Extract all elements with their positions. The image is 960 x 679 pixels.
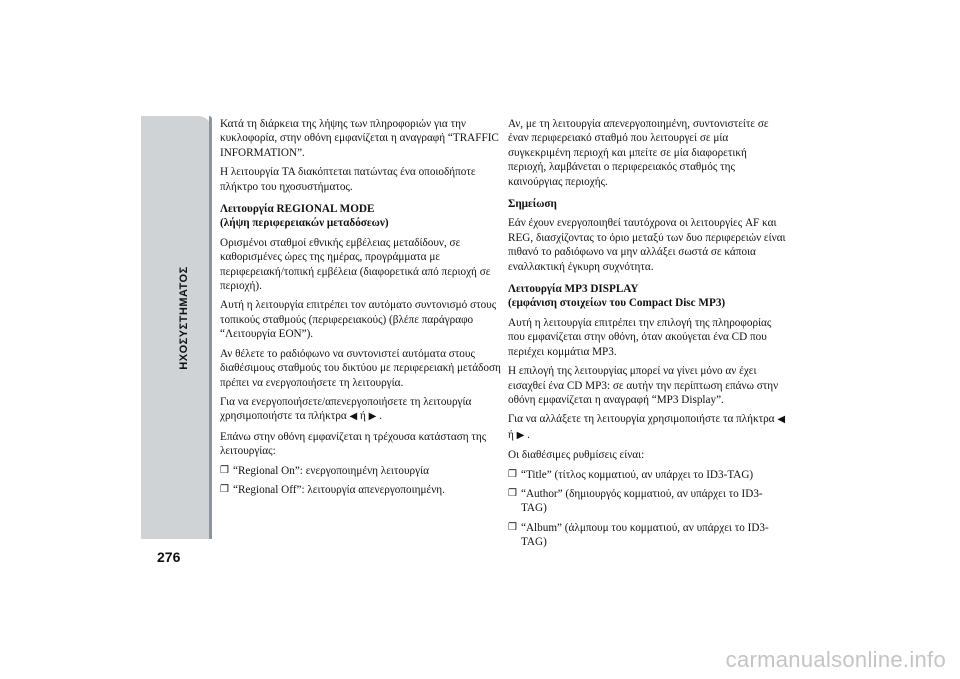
note-text: Εάν έχουν ενεργοποιηθεί ταυτόχρονα οι λειτουργίες AF και REG, διασχίζοντας το όριο μεταξύ των δυο περιφερειών είναι πιθανό το ραδιόφωνο να μην αλλάξει σωστά σε κάποια εναλλακτική έγκυρη συχνότητα. bbox=[508, 217, 786, 273]
left-arrow-icon: ◀ bbox=[349, 411, 358, 423]
paragraph: Επάνω στην οθόνη εμφανίζεται η τρέχουσα κατάσταση της λειτουργίας: bbox=[220, 430, 487, 458]
or-word: ή bbox=[508, 428, 514, 441]
paragraph: Αν θέλετε το ραδιόφωνο να συντονιστεί αυτόματα στους διαθέσιμους σταθμούς του δικτύου με περιφερειακή μετάδοση πρέπει να ενεργοποιήσετε τη λειτουργία. bbox=[220, 347, 501, 389]
list-item bbox=[508, 487, 786, 516]
right-column bbox=[508, 117, 786, 555]
list-item-text: “Author” (δημιουργός κομματιού, αν υπάρχει το ID3-TAG) bbox=[521, 487, 763, 515]
paragraph-with-keys: Για να ενεργοποιήσετε/απενεργοποιήσετε τη λειτουργία χρησιμοποιήστε τα πλήκτρα ◀ ή ▶ . bbox=[220, 395, 472, 423]
paragraph: Αυτή η λειτουργία επιτρέπει τον αυτόματο συντονισμό στους τοπικούς σταθμούς (περιφερειακούς) (βλέπε παράγραφο “Λειτουργία EON”). bbox=[220, 299, 497, 341]
list-item bbox=[220, 464, 503, 478]
list-item bbox=[508, 521, 786, 550]
heading-line: (εμφάνιση στοιχείων του Compact Disc MP3) bbox=[508, 297, 726, 310]
paragraph: Αν, με τη λειτουργία απενεργοποιημένη, συντονιστείτε σε έναν περιφερειακό σταθμό που λειτουργεί σε μία συγκεκριμένη περιοχή και μπείτε σε μία διαφορετική περιοχή, λαμβάνεται ο περιφερειακός σταθμός της καινούργιας περιοχής. bbox=[508, 118, 769, 188]
paragraph: Η επιλογή της λειτουργίας μπορεί να γίνει μόνο αν έχει εισαχθεί ένα CD MP3: σε αυτήν την περίπτωση επάνω στην οθόνη εμφανίζεται η αναγραφή “MP3 Display”. bbox=[508, 365, 779, 406]
list-item-text: “Title” (τίτλος κομματιού, αν υπάρχει το ID3-TAG) bbox=[521, 468, 754, 481]
bullet-box-icon: ❒ bbox=[220, 464, 229, 476]
paragraph: Κατά τη διάρκεια της λήψης των πληροφοριών για την κυκλοφορία, στην οθόνη εμφανίζεται η αναγραφή “TRAFFIC INFORMATION”. bbox=[220, 118, 499, 159]
list-item bbox=[220, 483, 503, 497]
section-heading-mp3-display bbox=[508, 282, 786, 311]
left-arrow-icon: ◀ bbox=[777, 414, 786, 426]
bullet-box-icon: ❒ bbox=[220, 483, 229, 495]
right-arrow-icon: ▶ bbox=[516, 429, 525, 441]
list-item-text: “Album” (άλμπουμ του κομματιού, αν υπάρχει το ID3-TAG) bbox=[521, 521, 769, 549]
list-item-text: “Regional On”: ενεργοποιημένη λειτουργία bbox=[233, 464, 429, 477]
heading-line: Σημείωση bbox=[508, 198, 557, 211]
left-column bbox=[220, 117, 503, 502]
paragraph-text: Για να αλλάξετε τη λειτουργία χρησιμοποιήστε τα πλήκτρα bbox=[508, 413, 775, 426]
watermark: carmanualsonline.info bbox=[725, 647, 946, 672]
paragraph-with-keys: Για να αλλάξετε τη λειτουργία χρησιμοποιήστε τα πλήκτρα ◀ ή ▶ . bbox=[508, 413, 786, 441]
section-title: ΗΧΟΣΥΣΤΗΜΑΤΟΣ bbox=[178, 266, 190, 370]
bullet-box-icon: ❒ bbox=[508, 521, 517, 533]
paragraph: Αυτή η λειτουργία επιτρέπει την επιλογή της πληροφορίας που εμφανίζεται στην οθόνη, όταν ακούγεται ένα CD που περιέχει κομμάτια MP3. bbox=[508, 316, 772, 358]
heading-line: Λειτουργία REGIONAL MODE bbox=[220, 203, 375, 216]
list-item-text: “Regional Off”: λειτουργία απενεργοποιημένη. bbox=[233, 483, 445, 496]
paragraph: Ορισμένοι σταθμοί εθνικής εμβέλειας μεταδίδουν, σε καθορισμένες ώρες της ημέρας, προγράμματα με περιφερειακή/τοπική εμβέλεια (διαφορετικά από περιοχή σε περιοχή). bbox=[220, 236, 491, 293]
section-margin-bar bbox=[141, 116, 212, 539]
or-word: ή bbox=[360, 410, 366, 423]
note-heading bbox=[508, 197, 786, 211]
bullet-box-icon: ❒ bbox=[508, 487, 517, 499]
bullet-box-icon: ❒ bbox=[508, 468, 517, 480]
paragraph-text: Για να ενεργοποιήσετε/απενεργοποιήσετε τη λειτουργία χρησιμοποιήστε τα πλήκτρα bbox=[220, 395, 472, 423]
list-item bbox=[508, 468, 786, 482]
right-arrow-icon: ▶ bbox=[368, 411, 377, 423]
section-heading-regional-mode bbox=[220, 202, 503, 231]
page-number: 276 bbox=[157, 549, 181, 565]
paragraph: Η λειτουργία TA διακόπτεται πατώντας ένα οποιοδήποτε πλήκτρο του ηχοσυστήματος. bbox=[220, 166, 476, 193]
paragraph: Οι διαθέσιμες ρυθμίσεις είναι: bbox=[508, 449, 645, 462]
heading-line: (λήψη περιφερειακών μεταδόσεων) bbox=[220, 217, 389, 230]
heading-line: Λειτουργία MP3 DISPLAY bbox=[508, 283, 639, 296]
